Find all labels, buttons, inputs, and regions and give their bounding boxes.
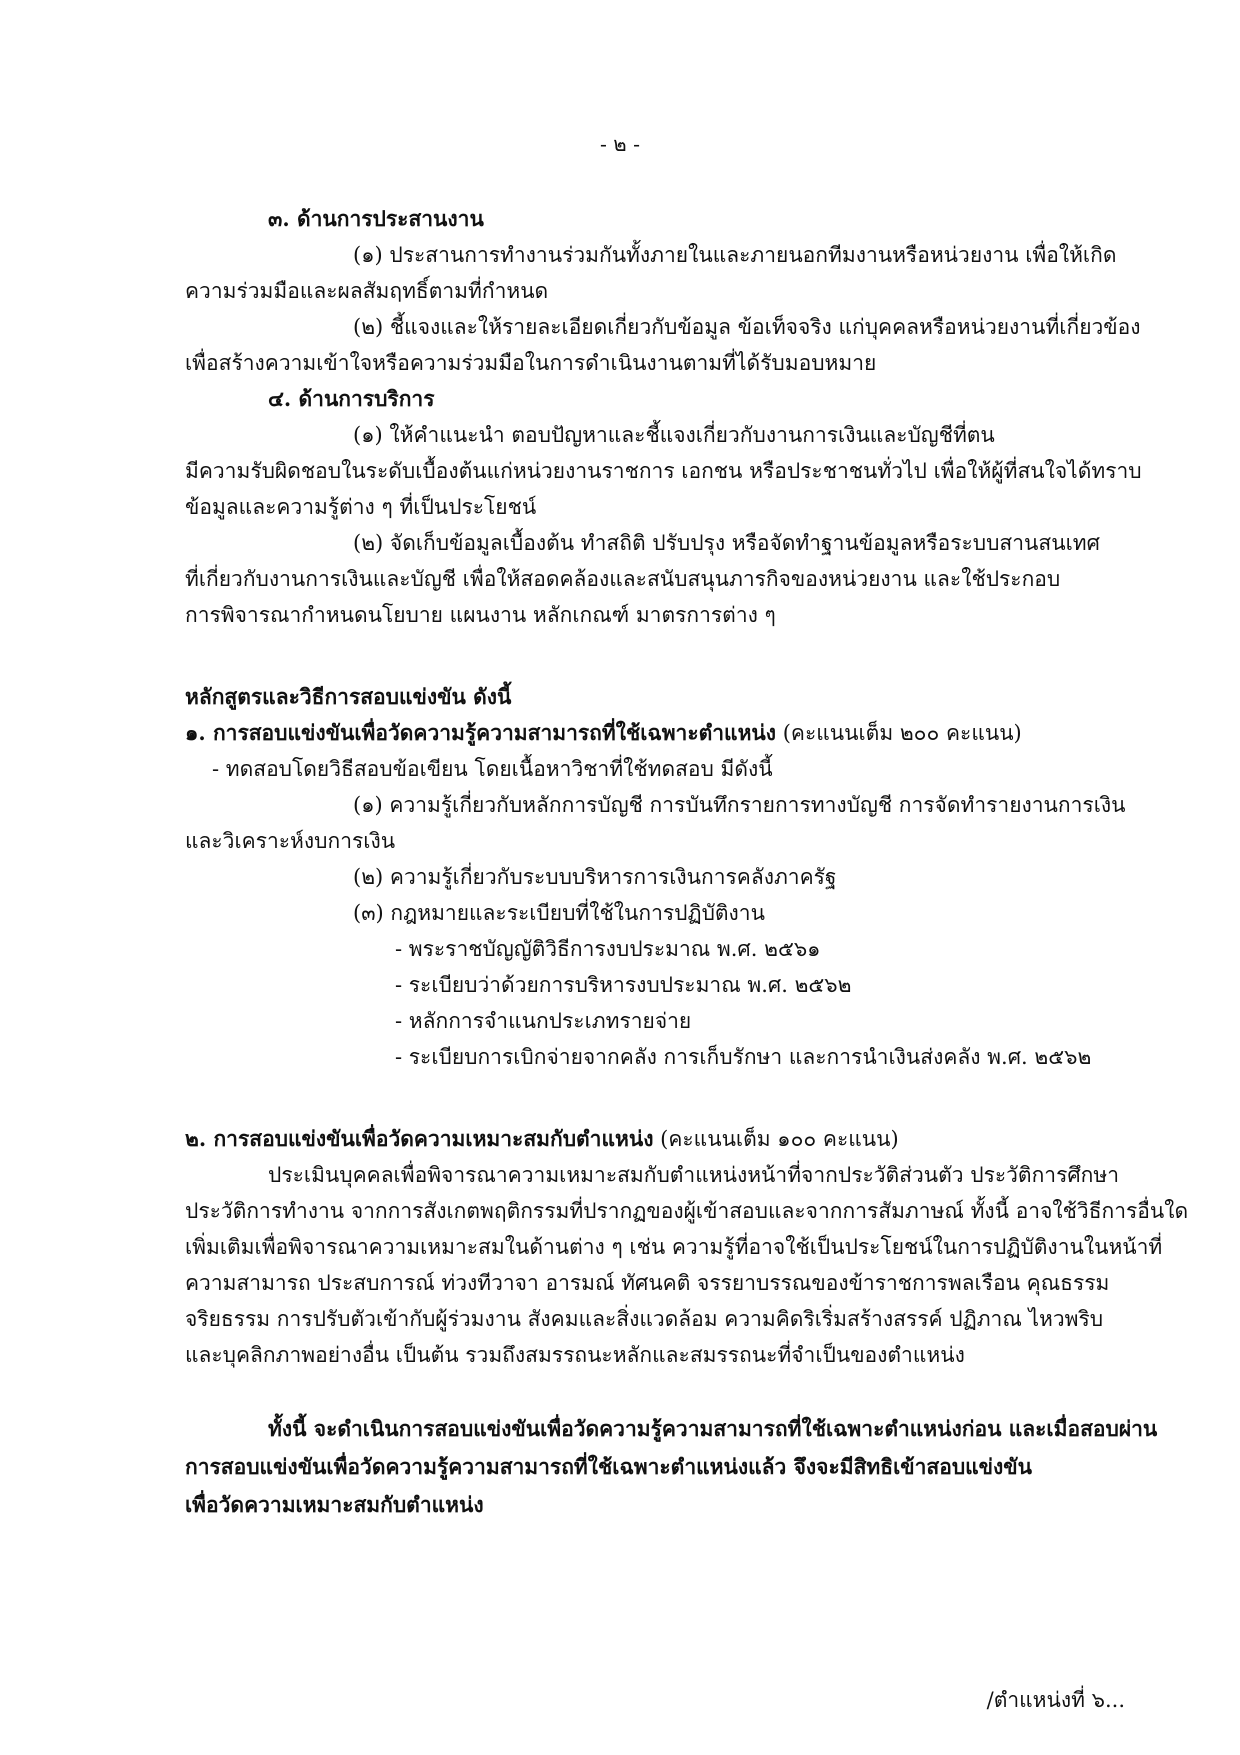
part2-heading-line <box>185 1125 899 1153</box>
service-item2-line3: การพิจารณากำหนดนโยบาย แผนงาน หลักเกณฑ์ มาตรการต่าง ๆ <box>185 603 776 627</box>
part2-paragraph-line: ประวัติการทำงาน จากการสังเกตพฤติกรรมที่ปรากฏของผู้เข้าสอบและจากการสัมภาษณ์ ทั้งนี้ อาจใช้วิธีการอื่นใด <box>185 1199 1189 1223</box>
part2-score: (คะแนนเต็ม ๑๐๐ คะแนน) <box>660 1127 899 1151</box>
closing-line: การสอบแข่งขันเพื่อวัดความรู้ความสามารถที่ใช้เฉพาะตำแหน่งแล้ว จึงจะมีสิทธิเข้าสอบแข่งขัน <box>185 1454 1033 1479</box>
law-item: - ระเบียบว่าด้วยการบริหารงบประมาณ พ.ศ. ๒๕๖๒ <box>395 973 852 997</box>
service-item2-line1: (๒) จัดเก็บข้อมูลเบื้องต้น ทำสถิติ ปรับปรุง หรือจัดทำฐานข้อมูลหรือระบบสานสนเทศ <box>353 531 1100 555</box>
part2-paragraph-line: และบุคลิกภาพอย่างอื่น เป็นต้น รวมถึงสมรรถนะหลักและสมรรถนะที่จำเป็นของตำแหน่ง <box>185 1343 965 1367</box>
part1-sub3: (๓) กฎหมายและระเบียบที่ใช้ในการปฏิบัติงาน <box>353 901 765 925</box>
closing-line: ทั้งนี้ จะดำเนินการสอบแข่งขันเพื่อวัดความรู้ความสามารถที่ใช้เฉพาะตำแหน่งก่อน และเมื่อสอบผ่าน <box>268 1416 1158 1441</box>
part1-sub1-line1: (๑) ความรู้เกี่ยวกับหลักการบัญชี การบันทึกรายการทางบัญชี การจัดทำรายงานการเงิน <box>353 793 1126 817</box>
part1-score: (คะแนนเต็ม ๒๐๐ คะแนน) <box>782 721 1022 745</box>
part1-intro: - ทดสอบโดยวิธีสอบข้อเขียน โดยเนื้อหาวิชาที่ใช้ทดสอบ มีดังนี้ <box>212 757 773 781</box>
coordination-heading: ๓. ด้านการประสานงาน <box>268 206 484 231</box>
coordination-item2-line1: (๒) ชี้แจงและให้รายละเอียดเกี่ยวกับข้อมูล ข้อเท็จจริง แก่บุคคลหรือหน่วยงานที่เกี่ยวข้อง <box>353 315 1141 339</box>
part1-sub1-line2: และวิเคราะห์งบการเงิน <box>185 829 396 853</box>
closing-line: เพื่อวัดความเหมาะสมกับตำแหน่ง <box>185 1492 484 1517</box>
part2-paragraph-line: เพิ่มเติมเพื่อพิจารณาความเหมาะสมในด้านต่าง ๆ เช่น ความรู้ที่อาจใช้เป็นประโยชน์ในการปฏิบัติงานในหน้าที่ <box>185 1235 1163 1259</box>
law-item: - พระราชบัญญัติวิธีการงบประมาณ พ.ศ. ๒๕๖๑ <box>395 937 821 961</box>
coordination-item1-line1: (๑) ประสานการทำงานร่วมกันทั้งภายในและภายนอกทีมงานหรือหน่วยงาน เพื่อให้เกิด <box>353 243 1117 267</box>
law-item: - หลักการจำแนกประเภทรายจ่าย <box>395 1009 692 1033</box>
continuation-note: /ตำแหน่งที่ ๖... <box>986 1688 1125 1712</box>
service-item1-line3: ข้อมูลและความรู้ต่าง ๆ ที่เป็นประโยชน์ <box>185 495 537 519</box>
coordination-item1-line2: ความร่วมมือและผลสัมฤทธิ์ตามที่กำหนด <box>185 279 549 303</box>
part2-paragraph-line: จริยธรรม การปรับตัวเข้ากับผู้ร่วมงาน สังคมและสิ่งแวดล้อม ความคิดริเริ่มสร้างสรรค์ ปฏิภาณ ไหวพริบ <box>185 1307 1104 1331</box>
part2-paragraph-line: ความสามารถ ประสบการณ์ ท่วงทีวาจา อารมณ์ ทัศนคติ จรรยาบรรณของข้าราชการพลเรือน คุณธรรม <box>185 1271 1110 1295</box>
service-heading: ๔. ด้านการบริการ <box>268 386 435 411</box>
page-number: - ๒ - <box>599 132 641 156</box>
law-item: - ระเบียบการเบิกจ่ายจากคลัง การเก็บรักษา และการนำเงินส่งคลัง พ.ศ. ๒๕๖๒ <box>395 1045 1092 1069</box>
service-item2-line2: ที่เกี่ยวกับงานการเงินและบัญชี เพื่อให้สอดคล้องและสนับสนุนภารกิจของหน่วยงาน และใช้ประกอบ <box>185 567 1061 591</box>
part1-heading: ๑. การสอบแข่งขันเพื่อวัดความรู้ความสามารถที่ใช้เฉพาะตำแหน่ง <box>185 720 777 745</box>
part1-sub2: (๒) ความรู้เกี่ยวกับระบบบริหารการเงินการคลังภาครัฐ <box>353 865 837 889</box>
curriculum-heading: หลักสูตรและวิธีการสอบแข่งขัน ดังนี้ <box>185 684 512 709</box>
coordination-item2-line2: เพื่อสร้างความเข้าใจหรือความร่วมมือในการดำเนินงานตามที่ได้รับมอบหมาย <box>185 351 877 375</box>
part1-heading-line <box>185 719 1022 747</box>
part2-paragraph-line: ประเมินบุคคลเพื่อพิจารณาความเหมาะสมกับตำแหน่งหน้าที่จากประวัติส่วนตัว ประวัติการศึกษา <box>268 1163 1120 1187</box>
part2-heading: ๒. การสอบแข่งขันเพื่อวัดความเหมาะสมกับตำแหน่ง <box>185 1126 654 1151</box>
service-item1-line2: มีความรับผิดชอบในระดับเบื้องต้นแก่หน่วยงานราชการ เอกชน หรือประชาชนทั่วไป เพื่อให้ผู้ที่สนใจได้ทราบ <box>185 459 1142 483</box>
service-item1-line1: (๑) ให้คำแนะนำ ตอบปัญหาและชี้แจงเกี่ยวกับงานการเงินและบัญชีที่ตน <box>353 423 995 447</box>
